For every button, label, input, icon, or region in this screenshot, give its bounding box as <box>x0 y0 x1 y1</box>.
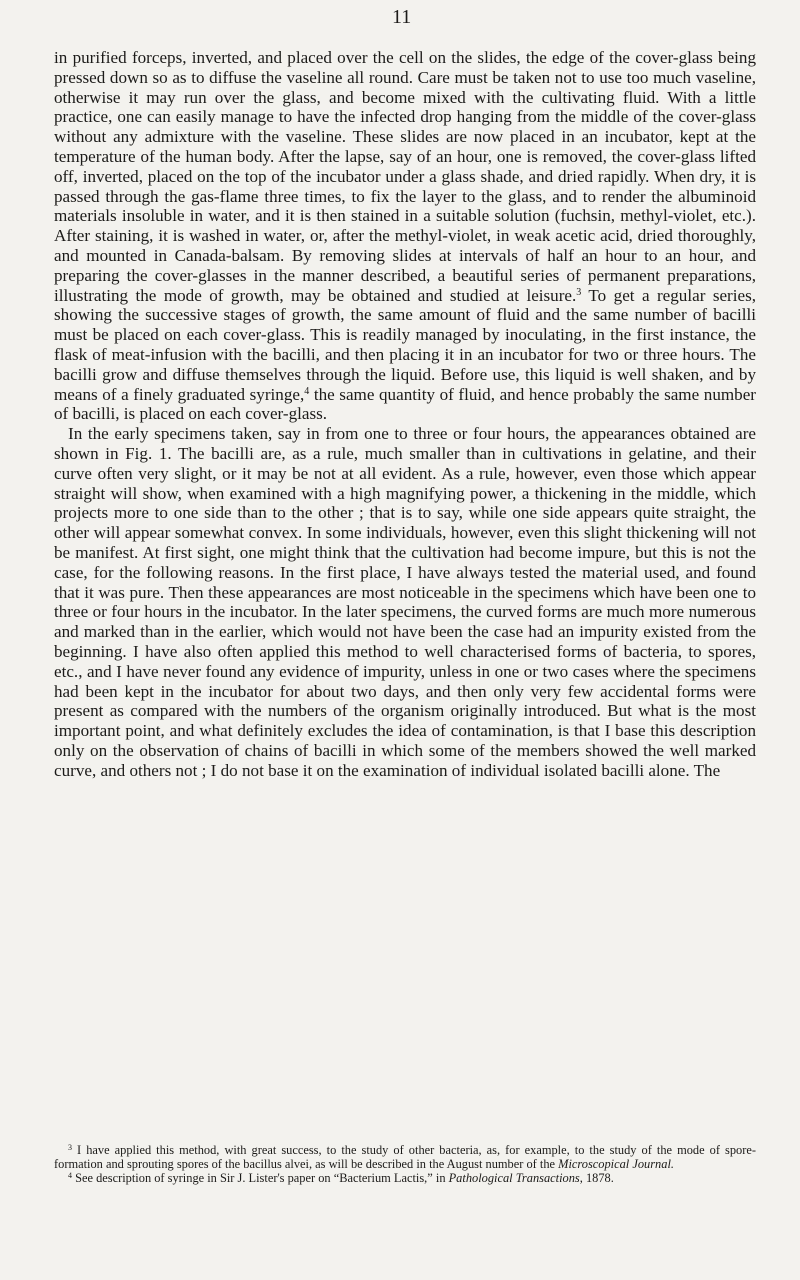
footnote-4-text: See description of syringe in Sir J. Lister's paper on “Bacterium Lactis,” in <box>72 1171 449 1186</box>
footnote-4-journal: Pathological Transactions <box>448 1171 580 1186</box>
paragraph-2: In the early specimens taken, say in from one to three or four hours, the appearances obtained are shown in Fig. 1. The bacilli are, as a rule, much smaller than in cultivations in gelatine, and their curve often very slight, or it may be not at all evident. As a rule, however, even those which appear straight will show, when examined with a high magnifying power, a thickening in the middle, which projects more to one side than to the other ; that is to say, while one side appears quite straight, the other will appear somewhat convex. In some individuals, however, even this slight thickening will not be manifest. At first sight, one might think that the cultivation had become impure, but this is not the case, for the following reasons. In the first place, I have always tested the material used, and found that it was pure. Then these appearances are most noticeable in the specimens which have been one to three or four hours in the incubator. In the later specimens, the curved forms are much more numerous and marked than in the earlier, which would not have been the case had an impurity existed from the beginning. I have also often applied this method to well characterised forms of bacteria, to spores, etc., and I have never found any evidence of impurity, unless in one or two cases where the specimens had been kept in the incubator for about two days, and then only very few accidental forms were present as compared with the numbers of the organism originally introduced. But what is the most important point, and what definitely excludes the idea of contamination, is that I base this description only on the observation of chains of bacilli in which some of the members showed the well marked curve, and others not ; I do not base it on the examination of individual isolated bacilli alone. The <box>54 424 756 780</box>
footnote-3 <box>54 1143 756 1171</box>
footnote-4-suffix: , 1878. <box>579 1171 614 1186</box>
body-text <box>54 48 756 780</box>
footnote-3-text: I have applied this method, with great success, to the study of other bacteria, as, for example, to the study of the mode of spore-formation and sprouting spores of the bacillus alvei, as will be described in the August number of the <box>54 1143 756 1172</box>
footnote-4 <box>54 1171 756 1185</box>
paragraph-1-part-3: the same quantity of fluid, and hence probably the same number of bacilli, is placed on each cover-glass. <box>54 384 756 424</box>
footnote-ref-4[interactable]: 4 <box>304 385 310 397</box>
paragraph-1-part-1: in purified forceps, inverted, and placed over the cell on the slides, the edge of the cover-glass being pressed down so as to diffuse the vaseline all round. Care must be taken not to use too much vaseline, otherwise it may run over the glass, and become mixed with the cultivating fluid. With a little practice, one can easily manage to have the infected drop hanging from the middle of the cover-glass without any admixture with the vaseline. These slides are now placed in an incubator, kept at the temperature of the human body. After the lapse, say of an hour, one is removed, the cover-glass lifted off, inverted, placed on the top of the incubator under a glass shade, and dried rapidly. When dry, it is passed through the gas-flame three times, to fix the layer to the glass, and to render the albuminoid materials insoluble in water, and it is then stained in a suitable solution (fuchsin, methyl-violet, etc.). After staining, it is washed in water, or, after the methyl-violet, in weak acetic acid, dried thoroughly, and mounted in Canada-balsam. By removing slides at intervals of half an hour to an hour, and preparing the cover-glasses in the manner described, a beautiful series of permanent preparations, illustrating the mode of growth, may be obtained and studied at leisure. <box>54 48 756 305</box>
footnote-marker-3: 3 <box>68 1143 72 1152</box>
footnotes <box>54 1143 756 1186</box>
footnote-marker-4: 4 <box>68 1171 72 1181</box>
paragraph-1-part-2: To get a regular series, showing the successive stages of growth, the same amount of fluid and the same number of bacilli must be placed on each cover-glass. This is readily managed by inoculating, in the first instance, the flask of meat-infusion with the bacilli, and then placing it in an incubator for two or three hours. The bacilli grow and diffuse themselves through the liquid. Before use, this liquid is well shaken, and by means of a finely graduated syringe, <box>54 285 757 404</box>
paragraph-1 <box>54 48 756 424</box>
footnote-3-journal: Microscopical Journal. <box>558 1157 674 1172</box>
page-number: 11 <box>392 6 412 28</box>
footnote-ref-3[interactable]: 3 <box>576 286 582 298</box>
